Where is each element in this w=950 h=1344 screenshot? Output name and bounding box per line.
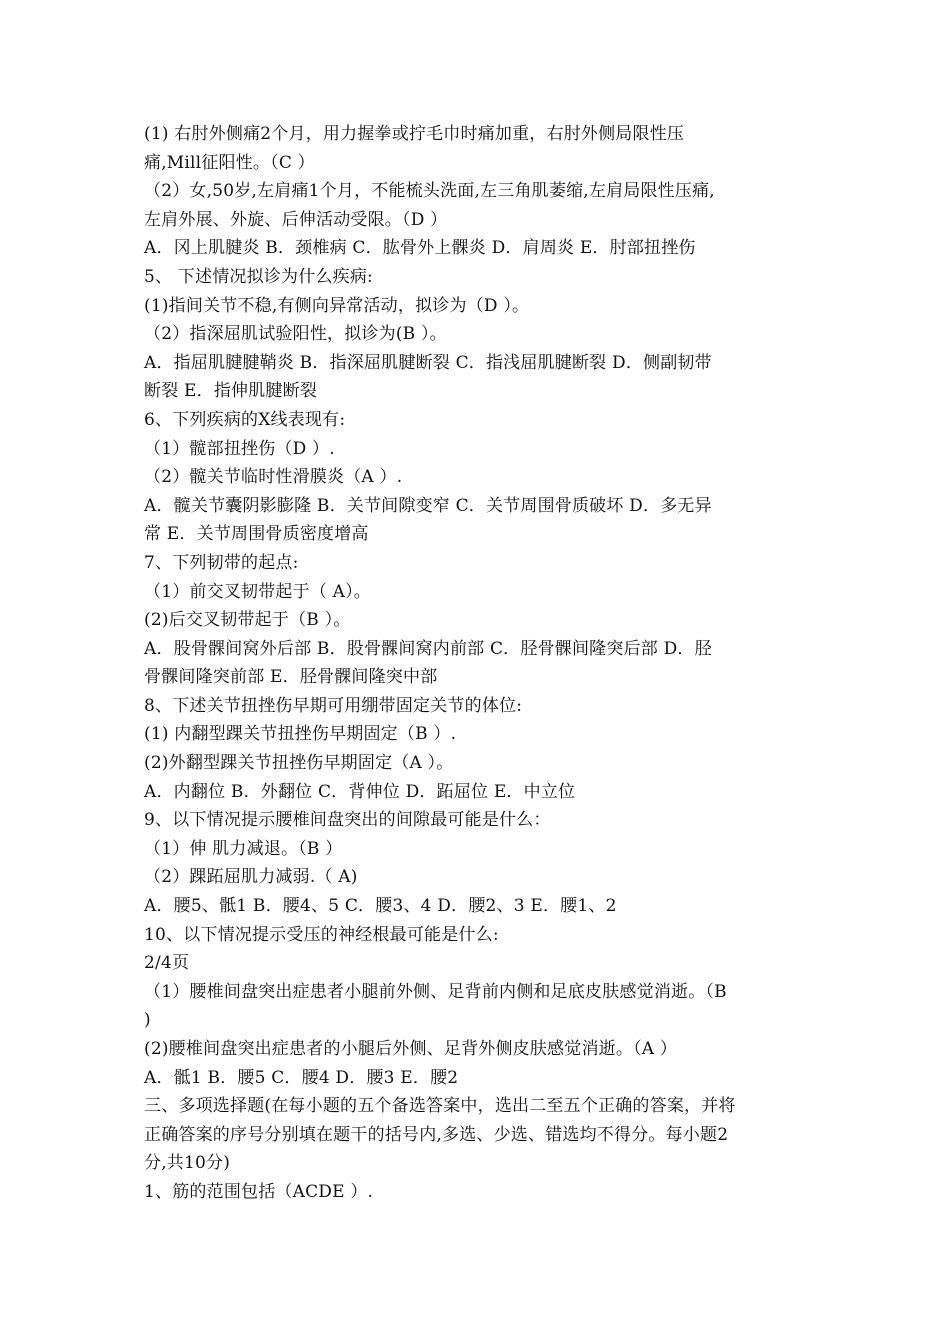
text-line: (2)后交叉韧带起于（B ）。	[144, 610, 351, 631]
question-heading: 1、筋的范围包括（ACDE ）.	[144, 1181, 374, 1202]
options-line: A．腰5、骶1 B．腰4、5 C．腰3、4 D．腰2、3 E．腰1、2	[144, 896, 617, 917]
text-line: )	[144, 1010, 151, 1031]
text-line: （1）髋部扭挫伤（D ）.	[144, 438, 335, 459]
options-line: A．骶1 B．腰5 C．腰4 D．腰3 E．腰2	[144, 1067, 459, 1088]
text-line: (1) 右肘外侧痛2个月，用力握拳或拧毛巾时痛加重，右肘外侧局限性压	[144, 124, 685, 144]
document-page	[144, 120, 814, 1207]
text-line: （1）前交叉韧带起于（ A）。	[144, 581, 371, 602]
options-line: A．指屈肌腱腱鞘炎 B．指深屈肌腱断裂 C．指浅屈肌腱断裂 D．侧副韧带	[144, 352, 712, 373]
text-line: （1）腰椎间盘突出症患者小腿前外侧、足背前内侧和足底皮肤感觉消逝。（B	[144, 981, 727, 1002]
question-heading: 5、 下述情况拟诊为什么疾病:	[144, 266, 373, 287]
text-line: 左肩外展、外旋、后伸活动受限。（D ）	[144, 209, 448, 230]
section-heading: 正确答案的序号分别填在题干的括号内,多选、少选、错选均不得分。每小题2	[144, 1124, 729, 1145]
page-number: 2/4页	[144, 953, 190, 974]
options-line: A．内翻位 B．外翻位 C．背伸位 D．跖屈位 E．中立位	[144, 781, 576, 802]
text-line: （2）指深屈肌试验阳性，拟诊为(B ）。	[144, 324, 447, 345]
section-heading: 分,共10分)	[144, 1153, 231, 1174]
question-heading: 6、下列疾病的X线表现有:	[144, 409, 346, 430]
text-line: 痛,Mill征阳性。（C ）	[144, 152, 315, 173]
text-line: (1) 内翻型踝关节扭挫伤早期固定（B ）.	[144, 724, 457, 745]
question-heading: 8、下述关节扭挫伤早期可用绷带固定关节的体位:	[144, 695, 523, 716]
question-heading: 10、以下情况提示受压的神经根最可能是什么:	[144, 924, 499, 945]
options-line: 常 E．关节周围骨质密度增高	[144, 524, 369, 545]
text-line: （1）伸 肌力减退。（B ）	[144, 838, 343, 859]
section-heading: 三、多项选择题(在每小题的五个备选答案中，选出二至五个正确的答案，并将	[144, 1096, 736, 1117]
options-line: A．股骨髁间窝外后部 B．股骨髁间窝内前部 C．胫骨髁间隆突后部 D．胫	[144, 638, 712, 659]
text-line: （2）女,50岁,左肩痛1个月，不能梳头洗面,左三角肌萎缩,左肩局限性压痛,	[144, 181, 715, 202]
question-heading: 7、下列韧带的起点:	[144, 552, 299, 573]
text-line: (2)腰椎间盘突出症患者的小腿后外侧、足背外侧皮肤感觉消逝。（A ）	[144, 1039, 678, 1059]
question-heading: 9、以下情况提示腰椎间盘突出的间隙最可能是什么：	[144, 810, 551, 831]
options-line: A．髋关节囊阴影膨隆 B．关节间隙变窄 C．关节周围骨质破坏 D．多无异	[144, 495, 712, 516]
text-line: （2）踝跖屈肌力减弱.（ A)	[144, 867, 358, 888]
text-line: (1)指间关节不稳,有侧向异常活动，拟诊为（D ）。	[144, 295, 530, 316]
text-line: （2）髋关节临时性滑膜炎（A ）.	[144, 467, 403, 488]
options-line: 断裂 E．指伸肌腱断裂	[144, 381, 318, 402]
options-line: 骨髁间隆突前部 E．胫骨髁间隆突中部	[144, 667, 438, 688]
options-line: A．冈上肌腱炎 B．颈椎病 C．肱骨外上髁炎 D．肩周炎 E．肘部扭挫伤	[144, 238, 696, 259]
text-line: (2)外翻型踝关节扭挫伤早期固定（A ）。	[144, 753, 454, 774]
